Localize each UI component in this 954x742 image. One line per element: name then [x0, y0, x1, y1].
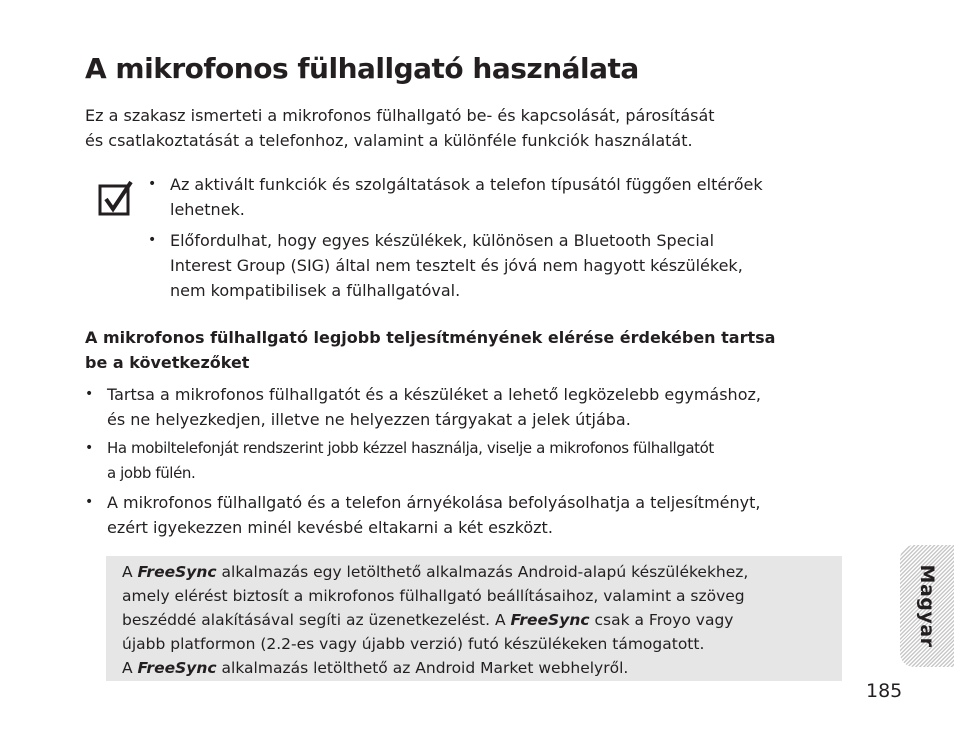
info-text: beszéddé alakításával segíti az üzenetkezelést. A	[122, 611, 506, 629]
info-text: csak a Froyo vagy	[594, 611, 734, 629]
note-list	[145, 172, 845, 309]
checkbox-icon	[98, 180, 134, 216]
brand-name: FreeSync	[510, 611, 590, 629]
bullet: •	[85, 386, 94, 402]
bullet: •	[85, 440, 93, 456]
subheading-line: be a következőket	[85, 353, 250, 372]
section-subheading	[85, 325, 845, 375]
tip-line: és ne helyezkedjen, illetve ne helyezzen tárgyakat a jelek útjába.	[107, 410, 631, 429]
info-line: amely elérést biztosít a mikrofonos fülhallgató beállításaihoz, valamint a szöveg	[122, 587, 745, 605]
freesync-info-box	[106, 556, 842, 681]
bullet: •	[148, 176, 157, 192]
info-text: alkalmazás letölthető az Android Market webhelyről.	[221, 659, 629, 677]
tip-item	[85, 490, 847, 540]
page-number: 185	[866, 680, 903, 702]
note-item	[145, 172, 845, 222]
tip-line: A mikrofonos fülhallgató és a telefon árnyékolása befolyásolhatja a teljesítményt,	[107, 493, 761, 512]
info-line: újabb platformon (2.2-es vagy újabb verzió) futó készülékeken támogatott.	[122, 635, 705, 653]
language-tab-label: Magyar	[916, 564, 938, 648]
tip-line: a jobb fülén.	[107, 464, 196, 482]
note-line: nem kompatibilisek a fülhallgatóval.	[170, 281, 461, 300]
bullet: •	[85, 494, 94, 510]
tip-item	[85, 382, 847, 432]
brand-name: FreeSync	[137, 659, 217, 677]
bullet: •	[148, 232, 157, 248]
note-line: lehetnek.	[170, 200, 245, 219]
info-text: alkalmazás egy letölthető alkalmazás Android-alapú készülékekhez,	[221, 563, 749, 581]
info-line	[122, 656, 828, 680]
tip-line: ezért igyekezzen minél kevésbé eltakarni a két eszközt.	[107, 518, 553, 537]
info-line	[122, 560, 828, 584]
tip-item	[85, 436, 847, 486]
note-line: Az aktivált funkciók és szolgáltatások a telefon típusától függően eltérőek	[170, 175, 763, 194]
intro-line: és csatlakoztatását a telefonhoz, valamint a különféle funkciók használatát.	[85, 131, 693, 150]
language-side-tab	[900, 545, 954, 667]
tips-list	[85, 382, 847, 544]
tip-line: Tartsa a mikrofonos fülhallgatót és a készüléket a lehető legközelebb egymáshoz,	[107, 385, 761, 404]
page-title: A mikrofonos fülhallgató használata	[85, 52, 639, 85]
note-line: Előfordulhat, hogy egyes készülékek, különösen a Bluetooth Special	[170, 231, 715, 250]
subheading-line: A mikrofonos fülhallgató legjobb teljesítményének elérése érdekében tartsa	[85, 328, 776, 347]
note-item	[145, 228, 845, 303]
info-line	[122, 608, 828, 632]
tip-line: Ha mobiltelefonját rendszerint jobb kézzel használja, viselje a mikrofonos fülhallgatót	[107, 439, 714, 457]
info-text: A	[122, 659, 133, 677]
intro-line: Ez a szakasz ismerteti a mikrofonos fülhallgató be- és kapcsolását, párosítását	[85, 106, 715, 125]
intro-paragraph	[85, 103, 845, 153]
brand-name: FreeSync	[137, 563, 217, 581]
note-line: Interest Group (SIG) által nem tesztelt és jóvá nem hagyott készülékek,	[170, 256, 743, 275]
info-text: A	[122, 563, 133, 581]
